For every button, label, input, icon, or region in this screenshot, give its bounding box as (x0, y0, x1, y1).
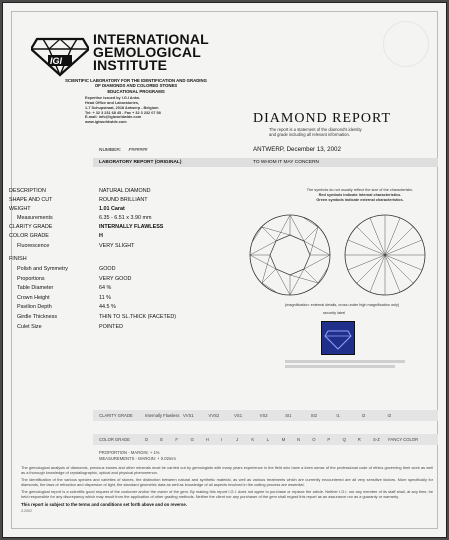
spec-label: Measurements (17, 215, 53, 221)
spec-value: VERY GOOD (99, 276, 132, 282)
clarity-grade: VS1 (234, 413, 243, 418)
spec-value: GOOD (99, 266, 116, 272)
footer-paragraph-3: The gemological report is a scientific good request of the customer and/or the owner of the gem. By making this report I.G.I. does not agree to purchase or replace the article. Neither I.G.I. nor any member of its staff shall, at any time, be held responsible for any discrepancy which may result from the application of other grading methods. Neither the client nor any purchaser of the gem shall regard this report as an assurance nor as a guaranty or warranty. (21, 488, 433, 499)
spec-value: 11 % (99, 295, 111, 301)
clarity-grade: Internally Flawless (145, 413, 180, 418)
spec-label: Culet Size (17, 324, 42, 330)
certificate-page (2, 2, 447, 538)
footer-text (21, 466, 433, 513)
color-grade: N (297, 437, 301, 442)
clarity-scale-label: CLARITY GRADE (99, 413, 133, 418)
footer-code: 3.2002 (21, 509, 32, 514)
color-grade: F (175, 437, 178, 442)
report-number: NUMBER: F###### (99, 148, 148, 153)
spec-value: H (99, 233, 103, 239)
spec-label: Crown Height (17, 295, 50, 301)
color-grade: H (205, 437, 209, 442)
spec-value: 1.01 Carat (99, 206, 125, 212)
color-grade: O (312, 437, 316, 442)
spec-label: Proportions (17, 276, 45, 282)
embossed-seal (383, 21, 429, 67)
laboratory-description: SCIENTIFIC LABORATORY FOR THE IDENTIFICATION AND GRADING OF DIAMONDS AND COLORED STONES EDUCATIONAL PROGRAMS Expertise issued by I.G.I Antw. Head Office and Laboratories, 1-7 Schupstraat, 2018 Antwerp - Belgium Tel: + 32 3 231 68 45 - Fax + 32 3 232 07 58 E-mail: info@igiworldwide.com www.igiworldwide.com (65, 78, 207, 125)
to-whom-it-may-concern: TO WHOM IT MAY CONCERN (253, 160, 320, 165)
igi-logo (31, 35, 89, 79)
report-title: DIAMOND REPORT (253, 111, 391, 126)
color-grade: M (281, 437, 286, 442)
security-hologram (321, 321, 355, 355)
color-grade: I (221, 437, 223, 442)
measurement-margin: MEASUREMENTS - MARGIN: + 0.02mm (99, 456, 176, 461)
proportion-margin: PROPORTION - MARGIN: + 1% (99, 450, 160, 455)
color-grade: D (145, 437, 149, 442)
spec-value: THIN TO SL.THICK (FACETED) (99, 314, 177, 320)
spec-label: FINISH (9, 256, 27, 262)
clarity-grade: I2 (361, 413, 366, 418)
clarity-grade: VS2 (259, 413, 268, 418)
place-date: ANTWERP, December 13, 2002 (253, 146, 341, 153)
color-scale-label: COLOR GRADE (99, 437, 130, 442)
spec-value: INTERNALLY FLAWLESS (99, 224, 164, 230)
report-subtitle: The report is a statement of the diamond's identity and grade including all relevant information. (269, 127, 362, 138)
spec-label: COLOR GRADE (9, 233, 49, 239)
clarity-grade: VVS1 (183, 413, 194, 418)
footer-paragraph-2: The identification of the various species and varieties of stones, the distinction between natural and synthetic material, as well as various treatments which are currently encountered are all very sensitive factors. More specifically for diamonds, the laws of refraction and dispersion of light, the standard geometric data as well as knowledge of all aspects involved in the cutting process are essential. (21, 476, 433, 487)
spec-label: WEIGHT (9, 206, 31, 212)
clarity-grade: SI1 (285, 413, 292, 418)
logo-text: IGI (50, 56, 63, 66)
spec-value: NATURAL DIAMOND (99, 188, 151, 194)
spec-label: Girdle Thickness (17, 314, 58, 320)
footer-terms: This report is subject to the terms and conditions set forth above and on reverse. (21, 502, 187, 508)
hologram-fine-print (285, 360, 425, 368)
spec-value: 6.35 - 6.51 x 3.90 mm (99, 215, 152, 221)
color-grade: L (266, 437, 269, 442)
magnification-note: (magnification: external details, cross under high magnification only) (285, 303, 400, 307)
color-grade: K (251, 437, 255, 442)
organization-name: INTERNATIONAL GEMOLOGICAL INSTITUTE (93, 31, 209, 73)
color-grade: E (160, 437, 163, 442)
color-grade: P (327, 437, 331, 442)
clarity-grade: I3 (387, 413, 391, 418)
color-grade: Q (342, 437, 346, 442)
pavilion-diagram (343, 213, 427, 297)
color-grade: J (236, 437, 239, 442)
spec-label: SHAPE AND CUT (9, 197, 53, 203)
clarity-grade: SI2 (310, 413, 318, 418)
diagram-legend: The symbols do not usually reflect the size of the characteristic. Red symbols indicate internal characteristics. Green symbols indicate external characteristics. (306, 188, 414, 202)
security-label-caption: security label (323, 311, 346, 315)
clarity-grade: VVS2 (208, 413, 220, 418)
spec-label: Pavilion Depth (17, 304, 52, 310)
spec-label: Table Diameter (17, 285, 54, 291)
spec-label: CLARITY GRADE (9, 224, 53, 230)
color-grade: S-Z (373, 437, 380, 442)
spec-label: Fluorescence (17, 243, 50, 249)
spec-label: Polish and Symmetry (17, 266, 68, 272)
spec-value: POINTED (99, 324, 123, 330)
color-grade: R (357, 437, 361, 442)
lab-report-label: LABORATORY REPORT (ORIGINAL) (99, 160, 182, 165)
spec-value: ROUND BRILLIANT (99, 197, 148, 203)
spec-value: 44.5 % (99, 304, 116, 310)
spec-value: 64 % (99, 285, 112, 291)
clarity-grade: I1 (336, 413, 340, 418)
spec-value: VERY SLIGHT (99, 243, 135, 249)
color-grade: FANCY COLOR (388, 437, 419, 442)
crown-diagram (248, 213, 332, 297)
spec-label: DESCRIPTION (9, 188, 46, 194)
footer-paragraph-1: The gemological analysis of diamonds, precious stones and other minerals must be carried out by gemologists with many years experience in the field who have a keen sense of the professional code of ethics governing their work as well as a thorough knowledge of crystallographic, optical and physical phenomenon. (21, 465, 433, 475)
color-grade: G (190, 437, 194, 442)
